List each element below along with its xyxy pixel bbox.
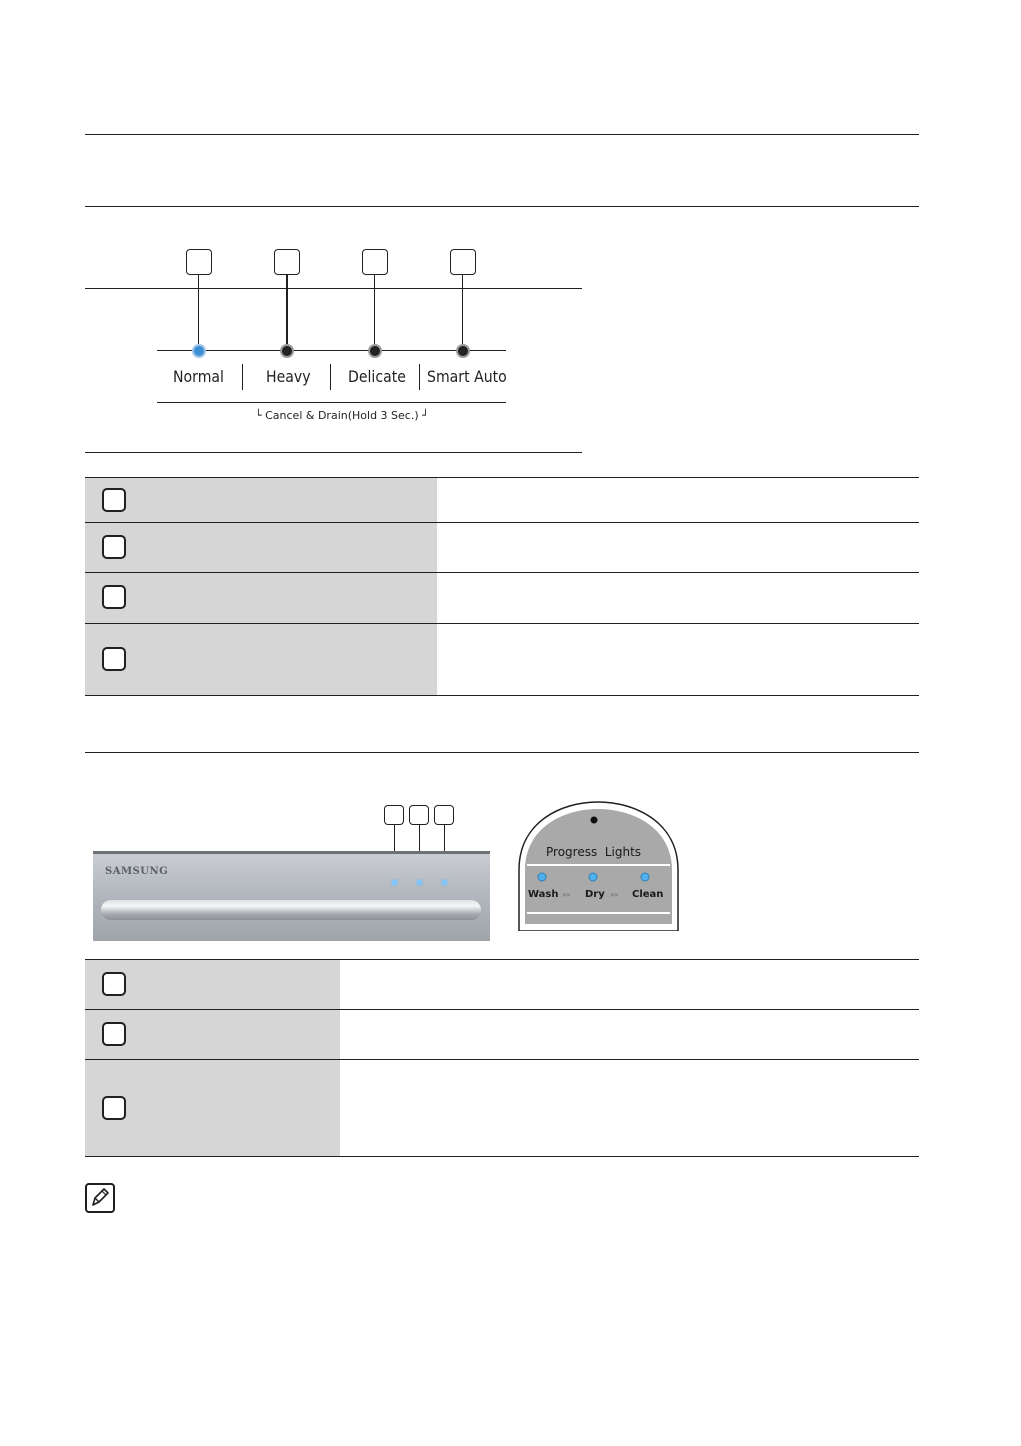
normal-button[interactable]: Normal bbox=[173, 367, 224, 386]
table-rule bbox=[85, 522, 919, 523]
callout-box-dry bbox=[409, 805, 429, 825]
dishwasher-door-panel bbox=[93, 851, 490, 941]
table-rule bbox=[85, 695, 919, 696]
dry-light bbox=[417, 880, 422, 885]
table-rule bbox=[85, 572, 919, 573]
cancel-drain-label: └ Cancel & Drain(Hold 3 Sec.) ┘ bbox=[255, 409, 429, 422]
clean-step-label: Clean bbox=[632, 889, 664, 900]
row-number-box bbox=[102, 647, 126, 671]
row-number-box bbox=[102, 585, 126, 609]
progress-lights-badge bbox=[511, 800, 686, 931]
table-row bbox=[85, 478, 919, 522]
heavy-button[interactable]: Heavy bbox=[266, 367, 311, 386]
button-row-rule-bottom bbox=[157, 402, 506, 403]
wash-step-label: Wash bbox=[528, 889, 559, 900]
callout-line-3 bbox=[374, 275, 375, 344]
diagram-rule-upper bbox=[85, 288, 582, 289]
diagram-rule-lower bbox=[85, 452, 582, 453]
table-row bbox=[85, 1059, 919, 1156]
progress-lights-title: Progress Lights bbox=[546, 845, 642, 859]
section-rule-middle bbox=[85, 752, 919, 753]
row-number-box bbox=[102, 972, 126, 996]
table-rule bbox=[85, 477, 919, 478]
table-row bbox=[85, 1009, 919, 1059]
callout-box-3 bbox=[362, 249, 388, 275]
callout-box-clean bbox=[434, 805, 454, 825]
table-row bbox=[85, 522, 919, 572]
table-row bbox=[85, 959, 919, 1009]
callout-box-1 bbox=[186, 249, 212, 275]
table-rule bbox=[85, 623, 919, 624]
callout-line-2 bbox=[286, 275, 288, 344]
callout-box-2 bbox=[274, 249, 300, 275]
row-number-box bbox=[102, 488, 126, 512]
smart-auto-button[interactable]: Smart Auto bbox=[427, 367, 507, 386]
delicate-indicator-light bbox=[368, 344, 382, 358]
table-rule bbox=[85, 1156, 919, 1157]
clean-light bbox=[442, 880, 447, 885]
table-row bbox=[85, 623, 919, 695]
row-number-box bbox=[102, 1022, 126, 1046]
button-row-rule-top bbox=[157, 350, 506, 351]
door-handle bbox=[101, 900, 481, 920]
button-separator bbox=[330, 364, 331, 390]
button-separator bbox=[419, 364, 420, 390]
dry-step-label: Dry bbox=[585, 889, 605, 900]
table-rule bbox=[85, 1059, 919, 1060]
table-rule bbox=[85, 959, 919, 960]
wash-light bbox=[392, 880, 397, 885]
heavy-indicator-light bbox=[280, 344, 294, 358]
normal-indicator-light bbox=[192, 344, 206, 358]
callout-line-4 bbox=[462, 275, 463, 344]
smart-auto-indicator-light bbox=[456, 344, 470, 358]
pencil-note-icon bbox=[85, 1183, 115, 1213]
callout-line-1 bbox=[198, 275, 199, 344]
section-rule-top bbox=[85, 134, 919, 135]
callout-box-wash bbox=[384, 805, 404, 825]
brand-logo: SAMSUNG bbox=[105, 866, 169, 877]
step-arrow: ▸▸ bbox=[611, 890, 620, 899]
callout-box-4 bbox=[450, 249, 476, 275]
row-number-box bbox=[102, 535, 126, 559]
table-rule bbox=[85, 1009, 919, 1010]
button-separator bbox=[242, 364, 243, 390]
step-arrow: ▸▸ bbox=[563, 890, 572, 899]
row-number-box bbox=[102, 1096, 126, 1120]
table-row bbox=[85, 572, 919, 623]
section-rule-top-2 bbox=[85, 206, 919, 207]
delicate-button[interactable]: Delicate bbox=[348, 367, 406, 386]
